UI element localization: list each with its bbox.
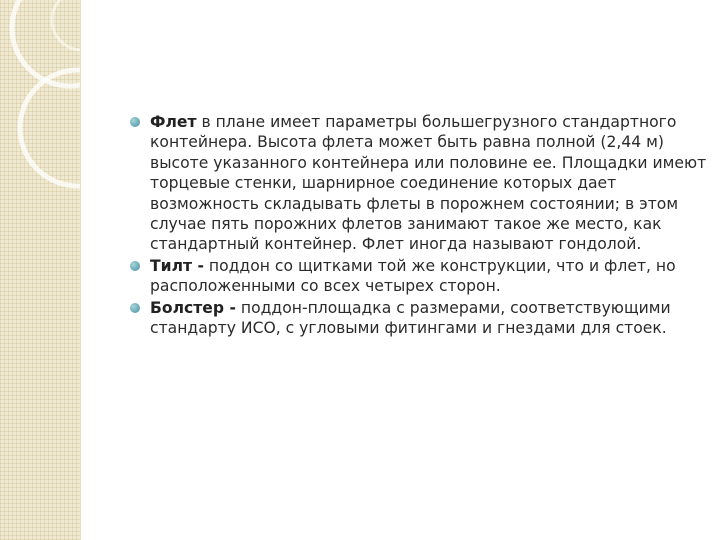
decorative-side-band	[0, 0, 80, 540]
bullet-item-bolster	[130, 298, 710, 339]
bullet-item-flet	[130, 112, 710, 255]
bullet-list	[130, 112, 710, 338]
decorative-rings	[0, 0, 80, 540]
bullet-item-tilt	[130, 256, 710, 297]
bullet-dot-icon	[130, 261, 140, 271]
slide-content	[130, 112, 710, 339]
bullet-term: Флет	[150, 113, 197, 131]
bullet-text: в плане имеет параметры большегрузного стандартного контейнера. Высота флета может быть равна полной (2,44 м) высоте указанного контейнера или половине ее. Площадки имеют торцевые стенки, шарнирное соединение которых дает возможность складывать флеты в порожнем состоянии; в этом случае пять порожних флетов занимают такое же место, как стандартный контейнер. Флет иногда называют гондолой.	[150, 113, 707, 254]
bullet-term: Болстер -	[150, 298, 236, 317]
side-band-divider	[80, 0, 81, 540]
bullet-dot-icon	[130, 117, 140, 127]
bullet-text: поддон-площадка с размерами, соответствующими стандарту ИСО, с угловыми фитингами и гнездами для стоек.	[150, 298, 671, 338]
bullet-term: Тилт -	[150, 256, 204, 275]
bullet-dot-icon	[130, 303, 140, 313]
bullet-text: поддон со щитками той же конструкции, что и флет, но расположенными со всех четырех сторон.	[150, 256, 676, 296]
